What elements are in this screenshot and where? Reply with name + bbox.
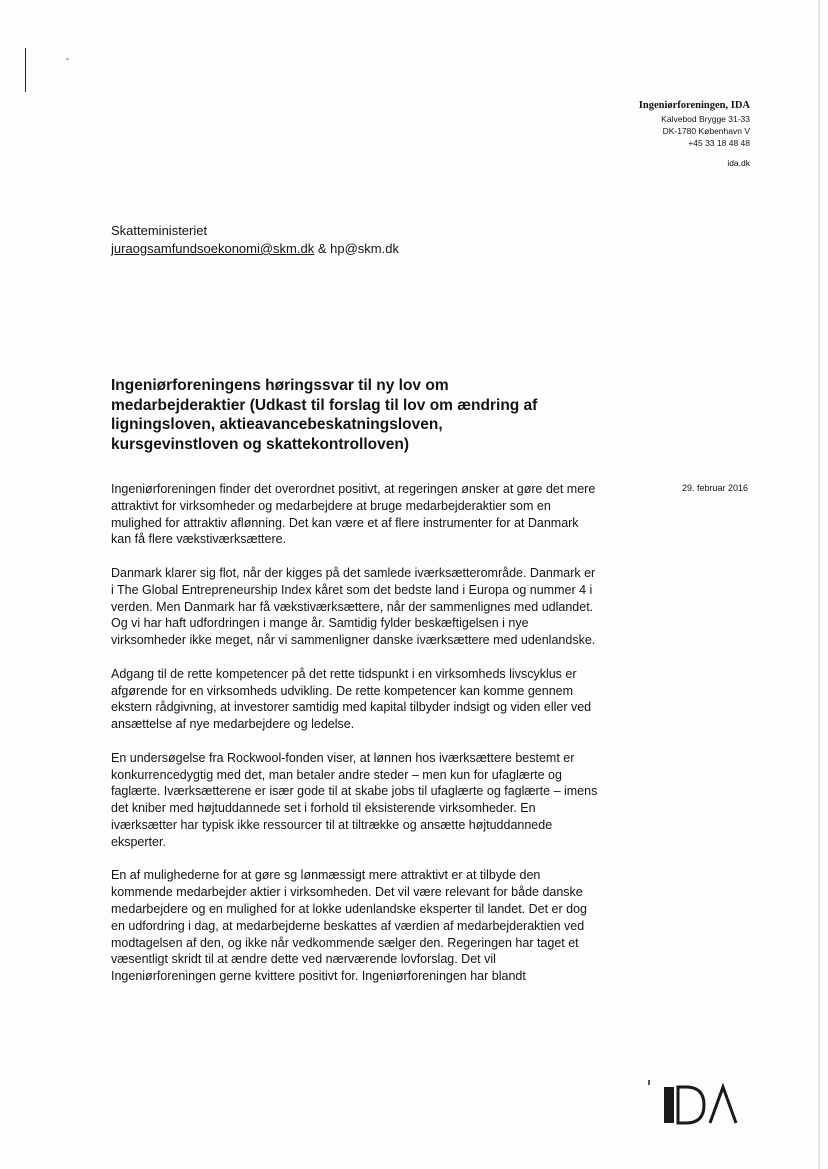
page-edge-shadow <box>818 0 820 1169</box>
scan-speck <box>66 58 69 60</box>
sender-org: Ingeniørforeningen, IDA <box>638 100 750 111</box>
sender-website: ida.dk <box>727 158 750 168</box>
letter-title: Ingeniørforeningens høringssvar til ny lov om medarbejderaktier (Udkast til forslag til lov om ændring af ligningsloven, aktieavancebeskatningsloven, kursgevinstloven og skattekontrolloven) <box>111 377 538 453</box>
email-separator: & <box>314 241 331 256</box>
letter-date: 29. februar 2016 <box>681 483 748 493</box>
sender-city: DK-1780 København V <box>662 126 750 136</box>
body-paragraph: En undersøgelse fra Rockwool-fonden viser, at lønnen hos iværksættere bestemt er konkurrencedygtig med det, man betaler andre steder – men kun for ufaglærte og faglærte. Iværksætterene er især gode til at skabe jobs til ufaglærte og faglærte – imens det kniber med højtuddannede set i forhold til eksisterende virksomheder. En iværksætter har typisk ikke ressourcer til at tiltrække og ansætte højtuddannede eksperter. <box>111 750 598 849</box>
letter-body <box>111 481 599 1002</box>
recipient-block <box>111 222 399 258</box>
body-paragraph: En af mulighederne for at gøre sg lønmæssigt mere attraktivt er at tilbyde den kommende medarbejder aktier i virksomheden. Det vil være relevant for både danske medarbejdere og en mulighed for at lokke udenlandske eksperter til landet. Det er dog en udfordring i dag, at medarbejderne beskattes af værdien af medarbejderaktien ved modtagelsen af den, og ikke når vedkommende sælger den. Regeringen har taget et væsentligt skridt til at ændre dette ved nærværende lovforslag. Det vil Ingeniørforeningen gerne kvittere positivt for. Ingeniørforeningen har blandt <box>111 868 587 984</box>
body-paragraph: Ingeniørforeningen finder det overordnet positivt, at regeringen ønsker at gøre det mere attraktivt for virksomheder og medarbejdere at bruge medarbejderaktier som en mulighed for attraktiv aflønning. Det kan være et af flere instrumenter for at Danmark kan få flere vækstiværksættere. <box>111 482 596 547</box>
body-paragraph: Danmark klarer sig flot, når der kigges på det samlede iværksætterområde. Danmark er i The Global Entrepreneurship Index kåret som det bedste land i Europa og nummer 4 i verden. Men Danmark har få vækstiværksættere, når der sammenlignes med udlandet. Og vi har haft udfordringen i mange år. Samtidig fylder beskæftigelsen i nye virksomheder ikke meget, når vi sammenligner danske iværksættere med udenlandske. <box>111 565 596 648</box>
body-paragraph: Adgang til de rette kompetencer på det rette tidspunkt i en virksomheds livscyklus er afgørende for en virksomheds udvikling. De rette kompetencer kan komme gennem ekstern rådgivning, at investorer samtidig med kapital tilbyder indsigt og viden eller ved ansættelse af nye medarbejdere og ledelse. <box>111 666 592 732</box>
scan-margin-mark <box>25 48 26 92</box>
sender-phone: +45 33 18 48 48 <box>688 138 750 148</box>
ida-logo <box>664 1082 744 1128</box>
scan-tick <box>648 1080 650 1085</box>
sender-address-block <box>639 99 750 169</box>
recipient-name: Skatteministeriet <box>111 223 208 238</box>
recipient-email-secondary: hp@skm.dk <box>330 241 399 256</box>
recipient-email-link[interactable]: juraogsamfundsoekonomi@skm.dk <box>111 241 315 256</box>
sender-street: Kalvebod Brygge 31-33 <box>661 114 750 124</box>
recipient-emails <box>111 240 399 258</box>
